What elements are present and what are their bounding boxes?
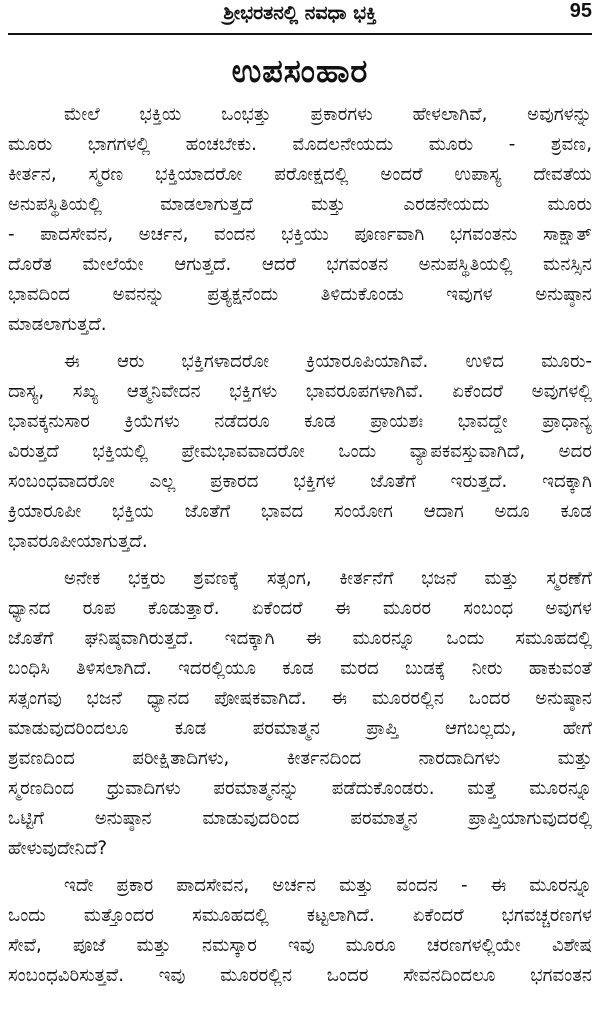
paragraph-3: [8, 564, 592, 864]
text-line: ಒಂದು ಮತ್ತೊಂದರ ಸಮೂಹದಲ್ಲಿ ಕಟ್ಟಲಾಗಿದೆ. ಏಕೆಂದರೆ ಭಗವಚ್ಚರಣಗಳ: [8, 905, 592, 926]
paragraph-gap: [8, 864, 592, 871]
text-line: ಧ್ಯಾನದ ರೂಪ ಕೊಡುತ್ತಾರೆ. ಏಕೆಂದರೆ ಈ ಮೂರರ ಸಂಬಂಧ ಅವುಗಳ: [8, 598, 592, 619]
text-line: ಮಾಡುವುದರಿಂದಲೂ ಕೂಡ ಪರಮಾತ್ಮನ ಪ್ರಾಪ್ತಿ ಆಗಬಲ್ಲದು, ಹೇಗೆ: [8, 718, 592, 739]
text-line: ಹೇಳುವುದೇನಿದೆ?: [8, 838, 108, 859]
text-line: ಸಂಬಂಧವಾದರೋ ಎಲ್ಲ ಪ್ರಕಾರದ ಭಕ್ತಿಗಳ ಜೊತೆಗೆ ಇರುತ್ತದೆ. ಇದಕ್ಕಾಗಿ: [8, 471, 592, 492]
text-line: ದೊರೆತ ಮೇಲೆಯೇ ಆಗುತ್ತದೆ. ಆದರೆ ಭಗವಂತನ ಅನುಪಸ್ಥಿತಿಯಲ್ಲಿ ಮನಸ್ಸಿನ: [8, 254, 592, 275]
paragraph-1: [8, 100, 592, 340]
text-line: ಸ್ಮರಣದಿಂದ ಧ್ರುವಾದಿಗಳು ಪರಮಾತ್ಮನನ್ನು ಪಡೆದುಕೊಂಡರು. ಮತ್ತೆ ಮೂರನ್ನೂ: [8, 778, 592, 799]
running-header: [8, 0, 592, 30]
paragraph-gap: [8, 340, 592, 347]
text-line: ಸಂಬಂಧವಿರಿಸುತ್ತವೆ. ಇವು ಮೂರರಲ್ಲಿನ ಒಂದರ ಸೇವನದಿಂದಲೂ ಭಗವಂತನ: [8, 965, 592, 986]
paragraph-gap: [8, 557, 592, 564]
text-line: ಸತ್ಸಂಗವು ಭಜನೆ ಧ್ಯಾನದ ಪೋಷಕವಾಗಿದೆ. ಈ ಮೂರರಲ್ಲಿನ ಒಂದರ ಅನುಷ್ಠಾನ: [8, 688, 592, 709]
text-line: ಅನೇಕ ಭಕ್ತರು ಶ್ರವಣಕ್ಕೆ ಸತ್ಸಂಗ, ಕೀರ್ತನೆಗೆ ಭಜನೆ ಮತ್ತು ಸ್ಮರಣೆಗೆ: [64, 568, 592, 589]
text-line: ಕೀರ್ತನ, ಸ್ಮರಣ ಭಕ್ತಿಯಾದರೋ ಪರೋಕ್ಷದಲ್ಲಿ ಅಂದರೆ ಉಪಾಸ್ಯ ದೇವತೆಯ: [8, 164, 592, 185]
text-line: ಭಾವರೂಪೀಯಾಗುತ್ತದೆ.: [8, 531, 148, 552]
text-line: ಸೇವೆ, ಪೂಜೆ ಮತ್ತು ನಮಸ್ಕಾರ ಇವು ಮೂರೂ ಚರಣಗಳಲ್ಲಿಯೇ ವಿಶೇಷ: [8, 935, 592, 956]
text-line: ಇದೇ ಪ್ರಕಾರ ಪಾದಸೇವನ, ಅರ್ಚನ ಮತ್ತು ವಂದನ - ಈ ಮೂರನ್ನೂ: [64, 875, 592, 896]
running-title: ಶ್ರೀಭರತನಲ್ಲಿ ನವಧಾ ಭಕ್ತಿ: [223, 2, 377, 24]
text-line: ಮಾಡಲಾಗುತ್ತದೆ.: [8, 314, 107, 335]
text-line: - ಪಾದಸೇವನ, ಅರ್ಚನ, ವಂದನ ಭಕ್ತಿಯು ಪೂರ್ಣವಾಗಿ ಭಗವಂತನು ಸಾಕ್ಷಾತ್: [8, 224, 592, 245]
text-line: ಬಂಧಿಸಿ ತಿಳಿಸಲಾಗಿದೆ. ಇದರಲ್ಲಿಯೂ ಕೂಡ ಮರದ ಬುಡಕ್ಕೆ ನೀರು ಹಾಕುವಂತೆ: [8, 658, 592, 679]
text-line: ಅನುಪಸ್ಥಿತಿಯಲ್ಲಿ ಮಾಡಲಾಗುತ್ತದೆ ಮತ್ತು ಎರಡನೇಯದು ಮೂರು: [8, 194, 592, 215]
text-line: ಕ್ರಿಯಾರೂಪೀ ಭಕ್ತಿಯ ಜೊತೆಗೆ ಭಾವದ ಸಂಯೋಗ ಆದಾಗ ಅದೂ ಕೂಡ: [8, 501, 592, 522]
text-line: ಮೂರು ಭಾಗಗಳಲ್ಲಿ ಹಂಚಬೇಕು. ಮೊದಲನೇಯದು ಮೂರು - ಶ್ರವಣ,: [8, 134, 592, 155]
text-line: ಭಾವಕ್ಕನುಸಾರ ಕ್ರಿಯೆಗಳು ನಡೆದರೂ ಕೂಡ ಪ್ರಾಯಶಃ ಭಾವದ್ದೇ ಪ್ರಾಧಾನ್ಯ: [8, 411, 592, 432]
text-line: ಈ ಆರು ಭಕ್ತಿಗಳಾದರೋ ಕ್ರಿಯಾರೂಪಿಯಾಗಿವೆ. ಉಳಿದ ಮೂರು-: [64, 351, 592, 372]
text-line: ಜೊತೆಗೆ ಘನಿಷ್ಠವಾಗಿರುತ್ತದೆ. ಇದಕ್ಕಾಗಿ ಈ ಮೂರನ್ನೂ ಒಂದು ಸಮೂಹದಲ್ಲಿ: [8, 628, 592, 649]
paragraph-4: [8, 871, 592, 991]
header-rule: [8, 33, 592, 35]
chapter-title: ಉಪಸಂಹಾರ: [231, 52, 369, 90]
text-line: ವಿರುತ್ತದೆ ಭಕ್ತಿಯಲ್ಲಿ ಪ್ರೇಮಭಾವವಾದರೋ ಒಂದು ವ್ಯಾಪಕವಸ್ತುವಾಗಿದೆ, ಅದರ: [8, 441, 592, 462]
text-line: ಭಾವದಿಂದ ಅವನನ್ನು ಪ್ರತ್ಯಕ್ಷನೆಂದು ತಿಳಿದುಕೊಂಡು ಇವುಗಳ ಅನುಷ್ಠಾನ: [8, 284, 592, 305]
text-line: ಮೇಲೆ ಭಕ್ತಿಯ ಒಂಭತ್ತು ಪ್ರಕಾರಗಳು ಹೇಳಲಾಗಿವೆ, ಅವುಗಳನ್ನು: [64, 104, 592, 125]
text-line: ಒಟ್ಟಿಗೆ ಅನುಷ್ಠಾನ ಮಾಡುವುದರಿಂದ ಪರಮಾತ್ಮನ ಪ್ರಾಪ್ತಿಯಾಗುವುದರಲ್ಲಿ: [8, 808, 592, 829]
paragraph-2: [8, 347, 592, 557]
body-text: [8, 100, 592, 991]
text-line: ದಾಸ್ಯ, ಸಖ್ಯ ಆತ್ಮನಿವೇದನ ಭಕ್ತಿಗಳು ಭಾವರೂಪಗಳಾಗಿವೆ. ಏಕೆಂದರೆ ಅವುಗಳಲ್ಲಿ: [8, 381, 592, 402]
page-number: 95: [569, 0, 592, 22]
text-line: ಶ್ರವಣದಿಂದ ಪರೀಕ್ಷಿತಾದಿಗಳು, ಕೀರ್ತನದಿಂದ ನಾರದಾದಿಗಳು ಮತ್ತು: [8, 748, 592, 769]
